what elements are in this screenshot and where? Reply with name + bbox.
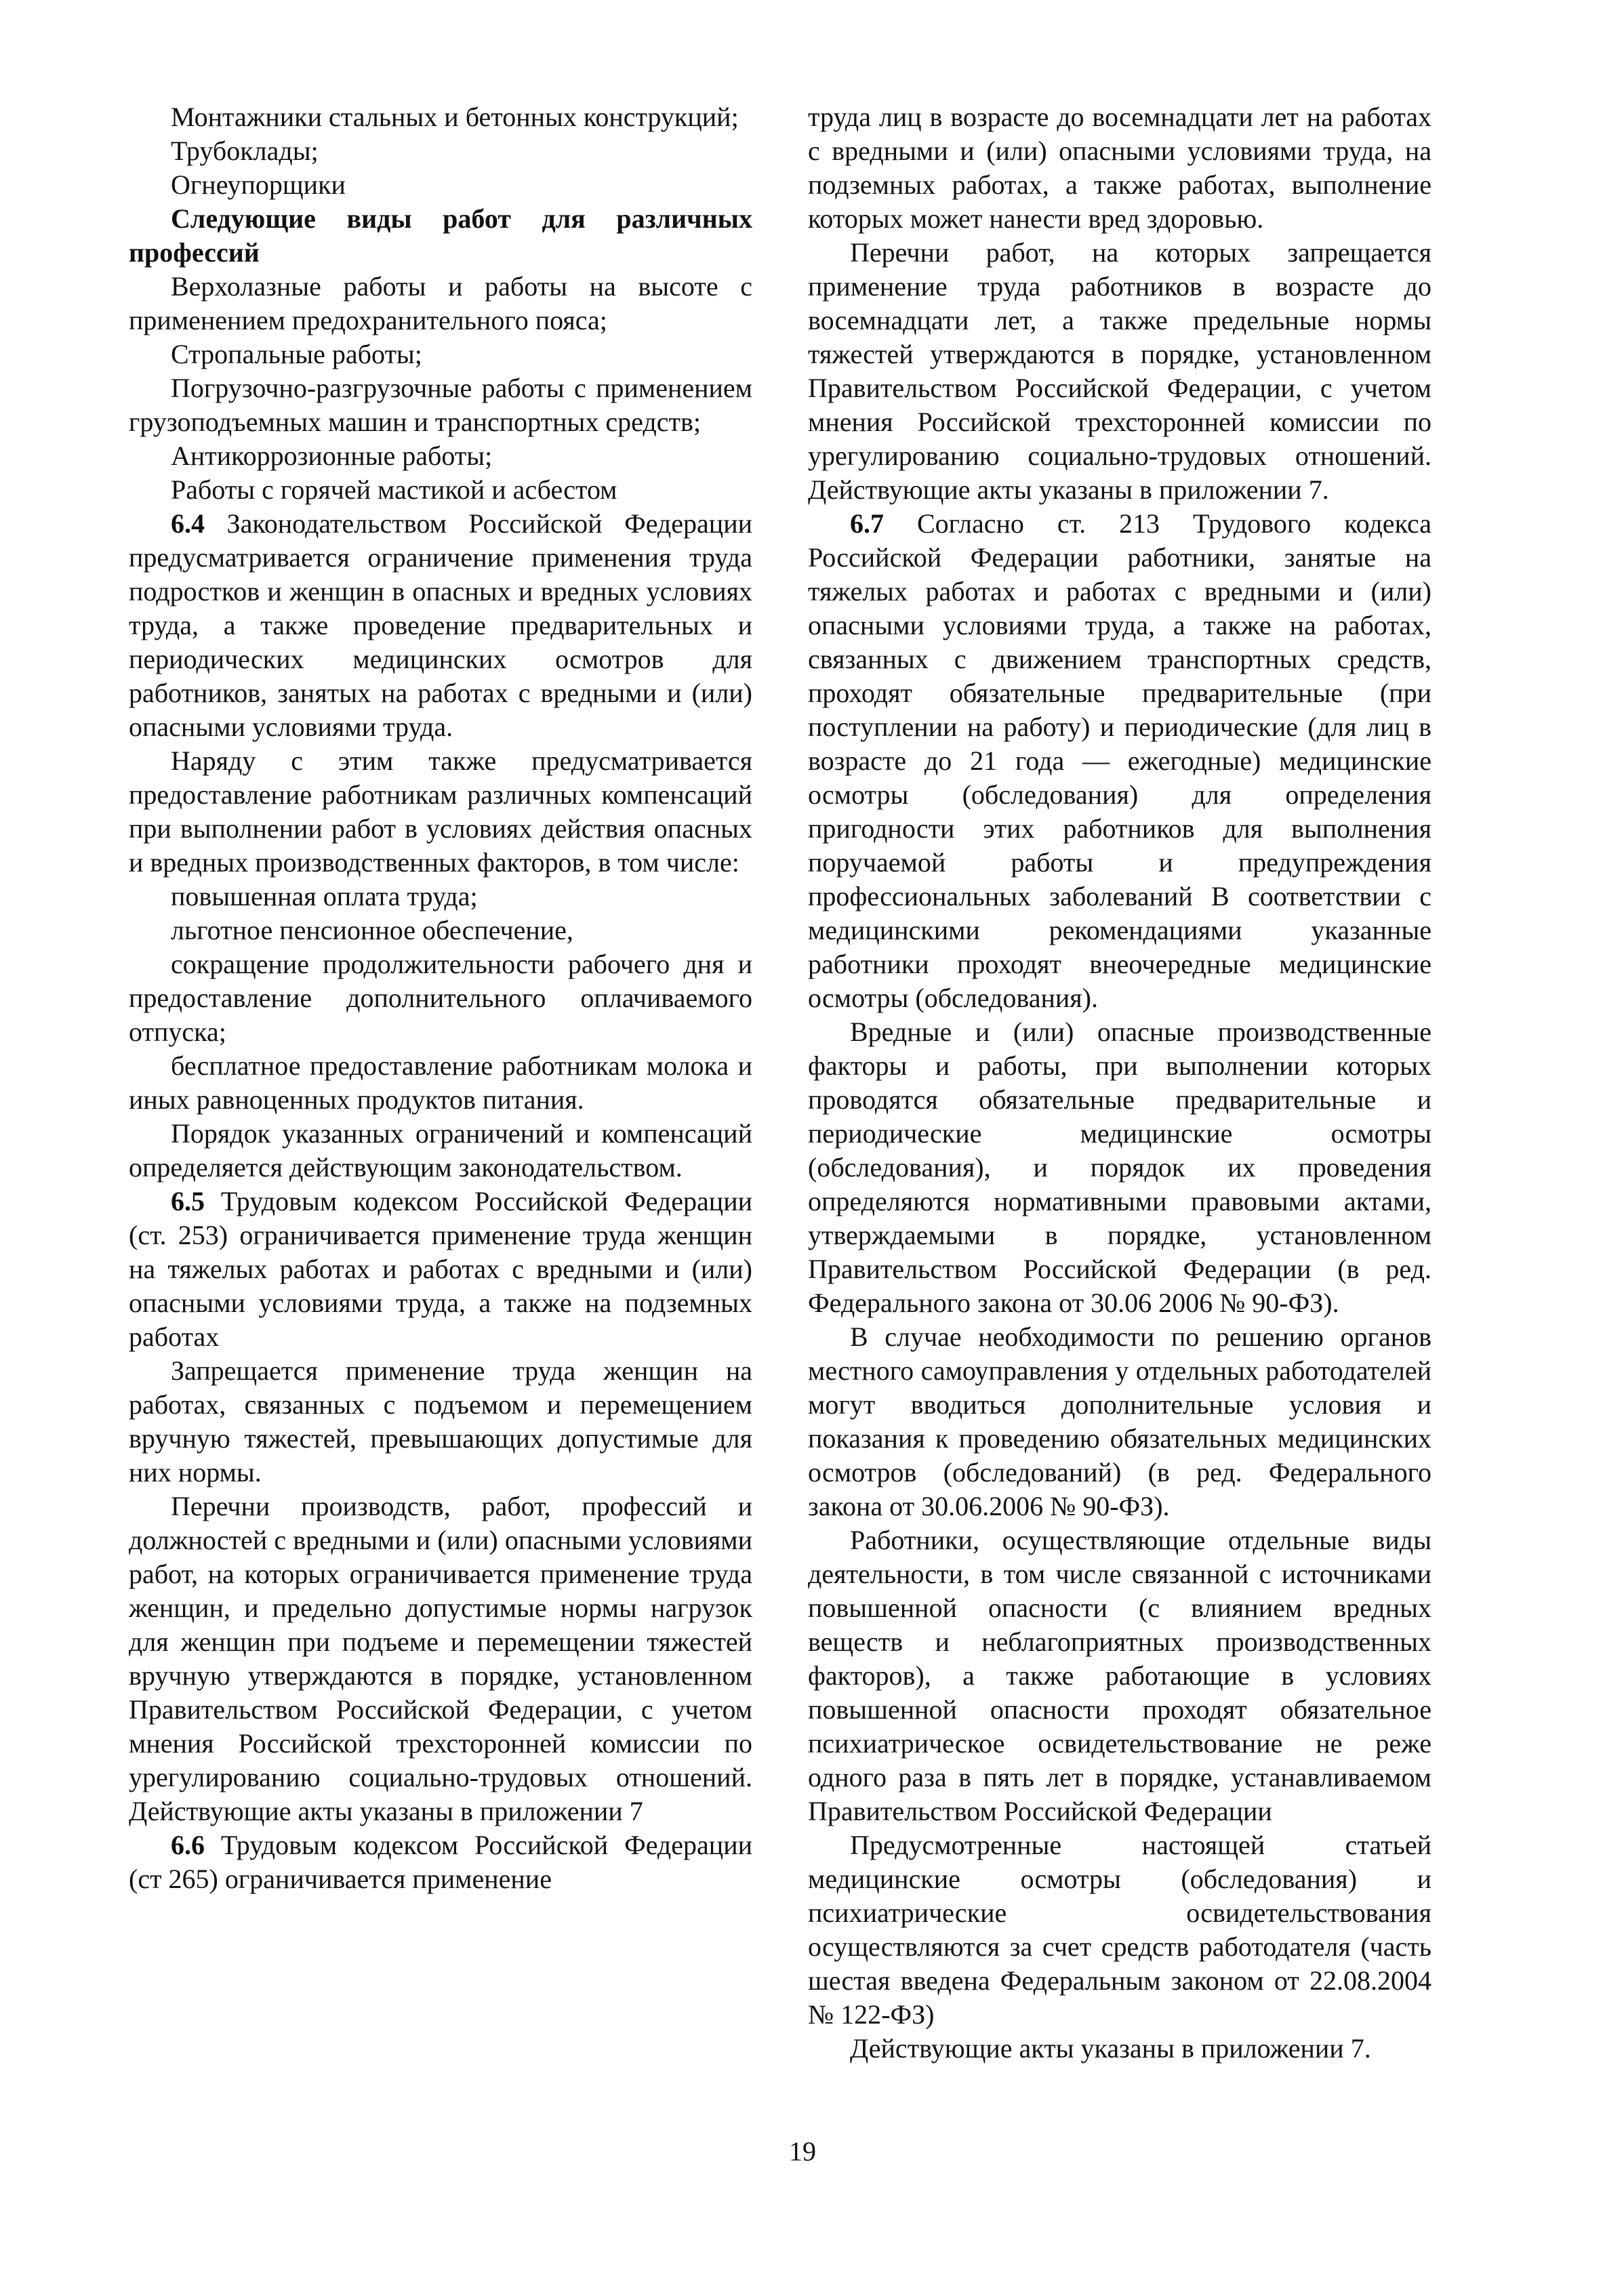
paragraph: Трубоклады; <box>171 136 319 166</box>
paragraph: В случае необходимости по решению органов местного самоуправления у отдельных работодателей могут вводиться дополнительные условия и показания к проведению обязательных медицинских осмотров (обследований) (в ред. Федерального закона от 30.06.2006 № 90-ФЗ). <box>808 1321 1431 1521</box>
paragraph: Верхолазные работы и работы на высоте с применением предохранительного пояса; <box>129 271 752 335</box>
list-item: сокращение продолжительности рабочего дня и предоставление дополнительного оплачиваемого отпуска; <box>129 949 752 1047</box>
paragraph: Порядок указанных ограничений и компенсаций определяется действующим законодательством. <box>129 1118 752 1183</box>
list-item: бесплатное предоставление работникам молока и иных равноценных продуктов питания. <box>129 1050 752 1115</box>
paragraph: Погрузочно-разгрузочные работы с применением грузоподъемных машин и транспортных средств; <box>129 373 752 437</box>
paragraph: Вредные и (или) опасные производственные факторы и работы, при выполнении которых проводятся обязательные предварительные и периодические медицинские осмотры (обследования), и порядок их проведения определяются нормативными правовыми актами, утверждаемыми в порядке, установленном Правительством Российской Федерации (в ред. Федерального закона от 30.06 2006 № 90-ФЗ). <box>808 1017 1431 1318</box>
paragraph: Наряду с этим также предусматривается предоставление работникам различных компенсаций при выполнении работ в условиях действия опасных и вредных производственных факторов, в том числе: <box>129 745 752 878</box>
paragraph: Перечни работ, на которых запрещается применение труда работников в возрасте до восемнадцати лет, а также предельные нормы тяжестей утверждаются в порядке, установленном Правительством Российской Федерации, с учетом мнения Российской трехсторонней комиссии по урегулированию социально-трудовых отношений. Действующие акты указаны в приложении 7. <box>808 237 1431 505</box>
page-number: 19 <box>789 2136 816 2167</box>
paragraph <box>808 507 1431 1015</box>
clause-number: 6.7 <box>850 508 884 539</box>
paragraph: Запрещается применение труда женщин на работах, связанных с подъемом и перемещением вручную тяжестей, превышающих допустимые для них нормы. <box>129 1355 752 1488</box>
paragraph-text: Трудовым кодексом Российской Федерации (ст 265) ограничивается применение <box>129 1830 752 1894</box>
list-item: повышенная оплата труда; <box>171 881 478 911</box>
clause-number: 6.4 <box>171 508 205 539</box>
paragraph: Огнеупорщики <box>171 169 346 200</box>
paragraph <box>129 1185 752 1354</box>
clause-number: 6.5 <box>171 1186 205 1216</box>
paragraph-text: Законодательством Российской Федерации предусматривается ограничение применения труда подростков и женщин в опасных и вредных условиях труда, а также проведение предварительных и периодических медицинских осмотров для работников, занятых на работах с вредными и (или) опасными условиями труда. <box>129 508 752 742</box>
paragraph: Работники, осуществляющие отдельные виды деятельности, в том числе связанной с источниками повышенной опасности (с влиянием вредных веществ и неблагоприятных производственных факторов), а также работающие в условиях повышенной опасности проходят обязательное психиатрическое освидетельствование не реже одного раза в пять лет в порядке, устанавливаемом Правительством Российской Федерации <box>808 1525 1431 1826</box>
paragraph-text: Согласно ст. 213 Трудового кодекса Российской Федерации работники, занятые на тяжелых работах и работах с вредными и (или) опасными условиями труда, а также на работах, связанных с движением транспортных средств, проходят обязательные предварительные (при поступлении на работу) и периодические (для лиц в возрасте до 21 года — ежегодные) медицинские осмотры (обследования) для определения пригодности этих работников для выполнения поручаемой работы и предупреждения профессиональных заболеваний В соответствии с медицинскими рекомендациями указанные работники проходят внеочередные медицинские осмотры (обследования). <box>808 508 1431 1013</box>
paragraph: Работы с горячей мастикой и асбестом <box>171 474 617 505</box>
left-column <box>129 100 752 1896</box>
paragraph <box>129 1828 752 1896</box>
paragraph: Предусмотренные настоящей статьей медицинские осмотры (обследования) и психиатрические освидетельствования осуществляются за счет средств работодателя (часть шестая введена Федеральным законом от 22.08.2004 № 122-ФЗ) <box>808 1830 1431 2030</box>
paragraph-text: Трудовым кодексом Российской Федерации (ст. 253) ограничивается применение труда женщин на тяжелых работах и работах с вредными и (или) опасными условиями труда, а также на подземных работах <box>129 1186 752 1352</box>
paragraph: труда лиц в возрасте до восемнадцати лет на работах с вредными и (или) опасными условиями труда, на подземных работах, а также работах, выполнение которых может нанести вред здоровью. <box>808 102 1431 234</box>
paragraph: Стропальные работы; <box>171 339 422 369</box>
right-column <box>808 100 1431 2066</box>
list-item: льготное пенсионное обеспечение, <box>171 915 573 945</box>
clause-number: 6.6 <box>171 1830 205 1860</box>
paragraph: Действующие акты указаны в приложении 7. <box>850 2033 1371 2064</box>
paragraph: Антикоррозионные работы; <box>171 440 493 471</box>
paragraph: Монтажники стальных и бетонных конструкций; <box>171 102 739 132</box>
paragraph: Перечни производств, работ, профессий и должностей с вредными и (или) опасными условиями работ, на которых ограничивается применение труда женщин, и предельно допустимые нормы нагрузок для женщин при подъеме и перемещении тяжестей вручную утверждаются в порядке, установленном Правительством Российской Федерации, с учетом мнения Российской трехсторонней комиссии по урегулированию социально-трудовых отношений. Действующие акты указаны в приложении 7 <box>129 1491 752 1826</box>
section-heading: Следующие виды работ для различных профессий <box>129 203 752 268</box>
paragraph <box>129 507 752 744</box>
